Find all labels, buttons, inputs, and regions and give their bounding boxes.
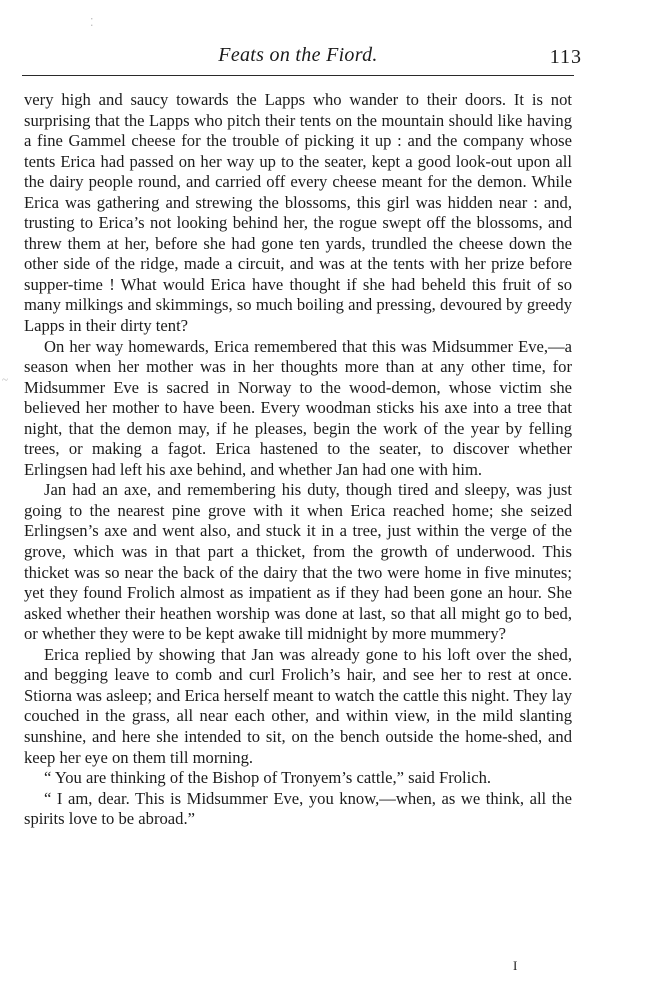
running-title: Feats on the Fiord. — [218, 44, 378, 66]
body-text — [24, 90, 572, 830]
header-rule — [22, 75, 574, 76]
signature-mark: I — [513, 958, 518, 973]
page-number: 113 — [549, 46, 582, 68]
paragraph: Erica replied by showing that Jan was already gone to his loft over the shed, and begging leave to comb and curl Frolich’s hair, and see her to rest at once. Stiorna was asleep; and Erica herself meant to watch the cattle this night. They lay couched in the grass, all near each other, and within view, in the mild slanting sunshine, and here she intended to sit, on the bench outside the home-shed, and keep her eye on them till morning. — [24, 644, 572, 767]
margin-speck: ⁚ — [90, 17, 94, 29]
paragraph: Jan had an axe, and remembering his duty, though tired and sleepy, was just going to the nearest pine grove with it when Erica reached home; she seized Erlingsen’s axe and went also, and stuck it in a tree, just within the verge of the grove, which was in that part a thicket, from the growth of underwood. This thicket was so near the back of the dairy that the two were home in five minutes; yet they found Frolich almost as impatient as if they had been gone an hour. She asked whether their heathen worship was done at last, so that all might go to bed, or whether they were to be kept awake till midnight by more mummery? — [24, 480, 572, 644]
paragraph: On her way homewards, Erica remembered that this was Midsummer Eve,—a season when her mother was in her thoughts more than at any other time, for Midsummer Eve is sacred in Norway to the wood-demon, whose victim she believed her mother to have been. Every woodman sticks his axe into a tree that night, that the demon may, if he pleases, begin the work of the year by felling trees, or making a fagot. Erica hastened to the seater, to discover whether Erlingsen had left his axe behind, and whether Jan had one with him. — [24, 336, 572, 479]
running-head — [22, 40, 582, 70]
paragraph: very high and saucy towards the Lapps who wander to their doors. It is not surprising that the Lapps who pitch their tents on the mountain should like having a fine Gammel cheese for the trouble of picking it up : and the company whose tents Erica had passed on her way up to the seater, kept a good look-out upon all the dairy people round, and carried off every cheese meant for the demon. While Erica was gathering and strewing the blossoms, this girl was hidden near : and, trusting to Erica’s not looking behind her, the rogue swept off the blossoms, and threw them at her, before she had gone ten yards, trundled the cheese down the other side of the ridge, made a circuit, and was at the tents with her prize before supper-time ! What would Erica have thought if she had beheld this fruit of so many milkings and skimmings, so much boiling and pressing, devoured by greedy Lapps in their dirty tent? — [24, 90, 572, 336]
margin-speck: ~ — [2, 374, 8, 386]
paragraph: “ You are thinking of the Bishop of Tronyem’s cattle,” said Frolich. — [44, 768, 492, 788]
paragraph: “ I am, dear. This is Midsummer Eve, you know,—when, as we think, all the spirits love to be abroad.” — [24, 788, 572, 829]
